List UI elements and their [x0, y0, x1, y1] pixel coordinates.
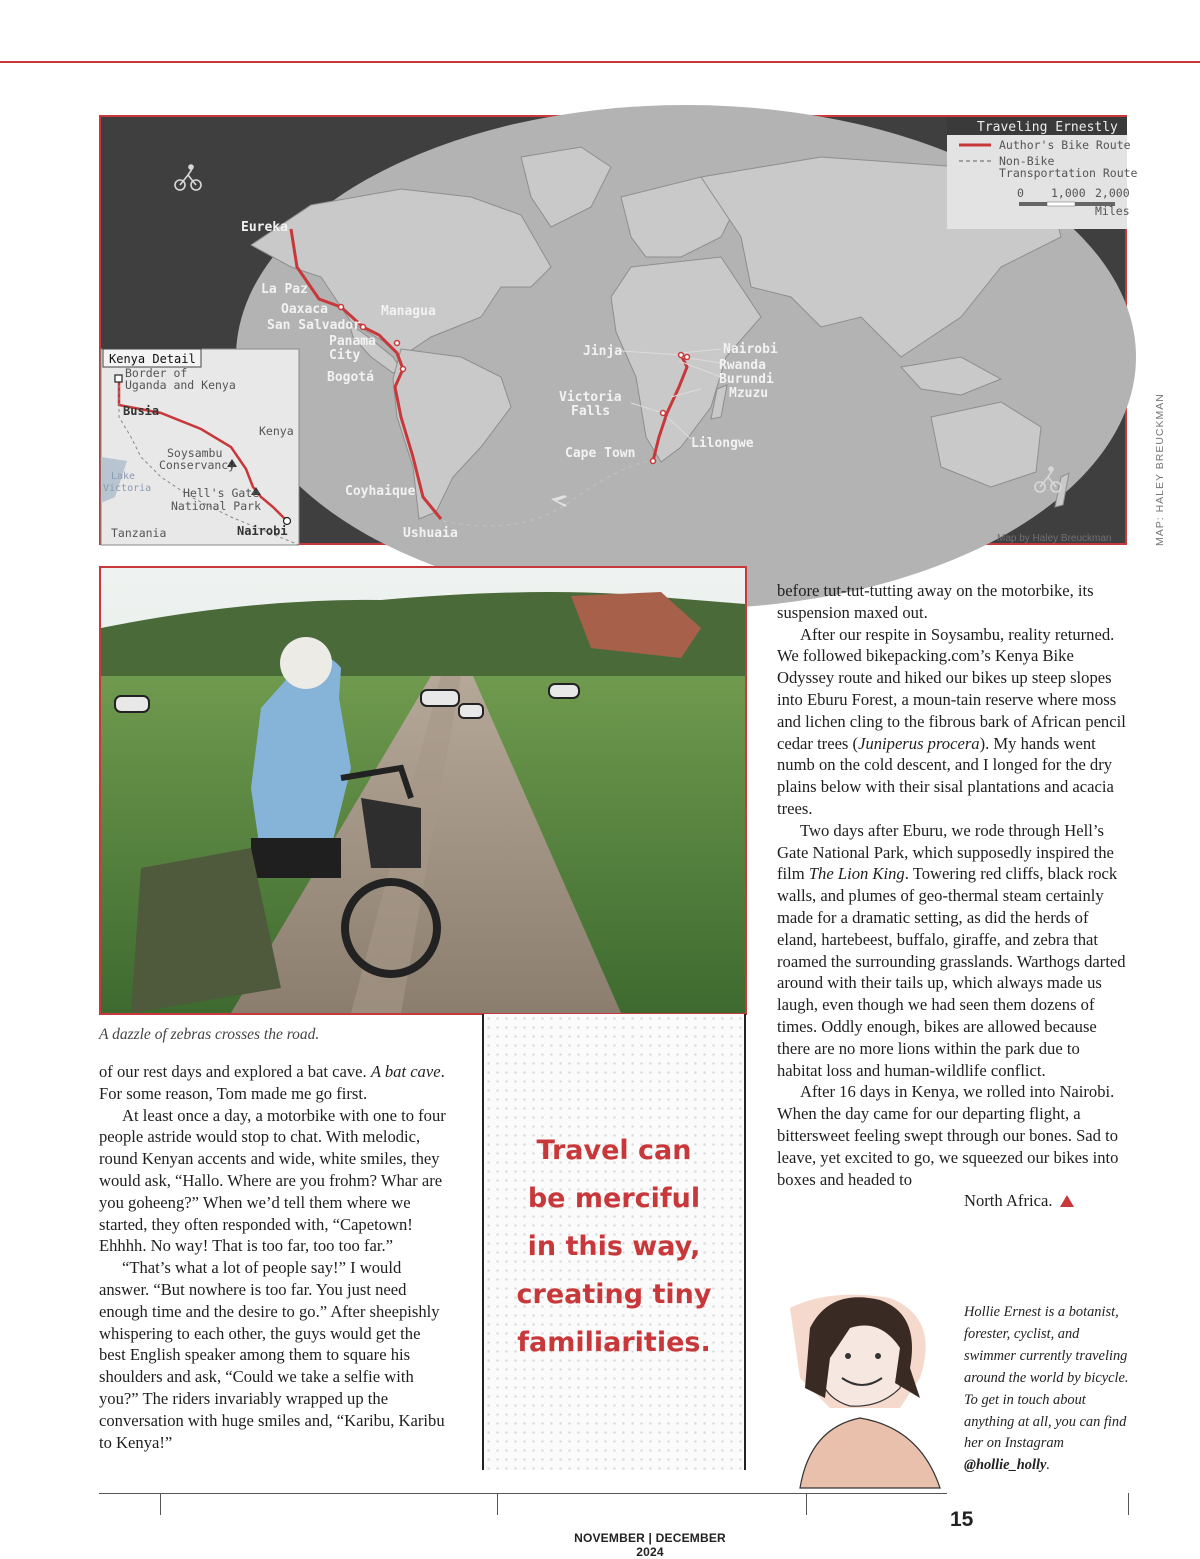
- footer-tick: [806, 1493, 807, 1515]
- scale-1000: 1,000: [1051, 186, 1086, 200]
- map-label-la-paz: La Paz: [261, 282, 308, 297]
- map-label-bogota: Bogotá: [327, 370, 374, 385]
- map-credit: MAP: HALEY BREUCKMAN: [1154, 393, 1166, 546]
- scale-unit: Miles: [1095, 204, 1130, 218]
- map-label-cape-town: Cape Town: [565, 446, 636, 461]
- right-paragraph-2: After our respite in Soysambu, reality returned. We followed bikepacking.com’s Kenya Bike Odyssey route and hiked our bikes up steep slopes into Eburu Forest, a moun-tain reserve where moss and lichen cling to the fibrous bark of African pencil cedar trees (Juniperus procera). My hands went numb on the cold descent, and I longed for the dry plains below with their sisal plantations and acacia trees.: [777, 624, 1126, 818]
- footer-tick: [160, 1493, 161, 1515]
- inset-border-1: Border of: [125, 366, 188, 380]
- footer-tick: [1128, 1493, 1129, 1515]
- right-paragraph-4-end: North Africa.: [777, 1190, 1129, 1212]
- legend-nonbike-2: Transportation Route: [999, 166, 1138, 180]
- pull-quote-line: creating tiny: [516, 1279, 712, 1310]
- footer-rule: [99, 1493, 947, 1494]
- map-watermark: Map by Haley Breuckman: [997, 533, 1112, 544]
- map-label-lilongwe: Lilongwe: [691, 436, 754, 451]
- inset-soysambu-2: Conservancy: [159, 458, 236, 472]
- inset-tanzania: Tanzania: [111, 526, 167, 540]
- map-label-panama-1: Panama: [329, 334, 376, 349]
- world-route-map: [99, 115, 1138, 545]
- zebra-road-photo: [99, 566, 747, 1015]
- inset-busia: Busia: [123, 404, 160, 418]
- pull-quote-line: familiarities.: [517, 1327, 711, 1358]
- map-label-oaxaca: Oaxaca: [281, 302, 328, 317]
- pull-quote-line: be merciful: [527, 1183, 701, 1214]
- right-paragraph-3: Two days after Eburu, we rode through Hell’s Gate National Park, which supposedly inspired the film The Lion King. Towering red cliffs, black rock walls, and plumes of geo-thermal steam certainly made for a dramatic setting, as did the herds of eland, hartebeest, buffalo, giraffe, and zebra that roamed the surrounding grasslands. Warthogs darted around with their tails up, which always made us laugh, even though we had seen them dozens of times. Oddly enough, bikes are allowed because there are no more lions within the park due to habitat loss and human-wildlife conflict.: [777, 820, 1126, 1080]
- map-label-eureka: Eureka: [241, 220, 288, 235]
- map-label-coyhaique: Coyhaique: [345, 484, 416, 499]
- pull-quote-line: in this way,: [527, 1231, 701, 1262]
- map-label-san-salvador: San Salvador: [267, 318, 361, 333]
- end-mark-icon: [1060, 1195, 1074, 1207]
- right-column: [777, 580, 1129, 1212]
- author-portrait: [770, 1288, 958, 1488]
- map-legend: [947, 117, 1138, 229]
- pull-quote: [486, 1127, 742, 1367]
- map-label-rwanda: Rwanda: [719, 358, 766, 373]
- top-rule: [0, 61, 1200, 63]
- inset-lake-1: Lake: [111, 471, 136, 482]
- map-label-jinja: Jinja: [583, 344, 623, 359]
- legend-nonbike-1: Non-Bike: [999, 154, 1055, 168]
- pull-quote-line: Travel can: [536, 1135, 692, 1166]
- inset-hells-gate-1: Hell's Gate: [183, 486, 260, 500]
- map-label-panama-2: City: [329, 348, 361, 363]
- left-paragraph-3: “That’s what a lot of people say!” I would answer. “But nowhere is too far. You just need enough time and the desire to go.” After sheepishly whispering to each other, the guys would get the best English speaker among them to square his shoulders and ask, “Could we take a selfie with you?” The riders invariably wrapped up the conversation with huge smiles and, “Karibu, Karibu to Kenya!”: [99, 1258, 445, 1452]
- scale-0: 0: [1017, 186, 1024, 200]
- right-paragraph-1: before tut-tut-tutting away on the motorbike, its suspension maxed out.: [777, 581, 1094, 622]
- map-label-victoria-falls-2: Falls: [571, 404, 611, 419]
- left-paragraph-2: At least once a day, a motorbike with one to four people astride would stop to chat. With melodic, round Kenyan accents and wide, white smiles, they would ask, “Hallo. Where are you frohm? Whar are you goheeng?” When we’d tell them where we started, they often responded with, “Capetown! Ehhhh. No way! That is too far, too too far.”: [99, 1105, 446, 1256]
- photo-caption: A dazzle of zebras crosses the road.: [99, 1026, 320, 1043]
- legend-title: Traveling Ernestly: [977, 120, 1118, 135]
- map-label-nairobi: Nairobi: [723, 342, 778, 357]
- issue-date: NOVEMBER | DECEMBER 2024: [574, 1531, 726, 1559]
- page-number: 15: [950, 1508, 974, 1531]
- map-label-mzuzu: Mzuzu: [729, 386, 769, 401]
- footer-tick: [497, 1493, 498, 1515]
- inset-kenya: Kenya: [259, 424, 294, 438]
- left-column: [99, 1061, 449, 1453]
- scale-2000: 2,000: [1095, 186, 1130, 200]
- map-label-burundi: Burundi: [719, 372, 774, 387]
- author-bio: Hollie Ernest is a botanist, forester, cyclist, and swimmer currently traveling around the world by bicycle. To get in touch about anything at all, you can find her on Instagram @hollie_holly.: [964, 1304, 1129, 1474]
- map-label-victoria-falls-1: Victoria: [559, 390, 622, 405]
- inset-border-2: Uganda and Kenya: [125, 378, 236, 392]
- map-label-ushuaia: Ushuaia: [403, 526, 458, 541]
- kenya-detail-inset: [101, 349, 299, 545]
- inset-nairobi: Nairobi: [237, 524, 288, 538]
- right-paragraph-4: After 16 days in Kenya, we rolled into Nairobi. When the day came for our departing flight, a bittersweet feeling swept through our bones. Sad to leave, yet excited to go, we squeezed our bikes into boxes and headed to: [777, 1082, 1119, 1189]
- inset-hells-gate-2: National Park: [171, 499, 262, 513]
- inset-soysambu-1: Soysambu: [167, 446, 223, 460]
- inset-lake-2: Victoria: [103, 483, 152, 494]
- inset-title: Kenya Detail: [109, 352, 196, 366]
- map-label-managua: Managua: [381, 304, 436, 319]
- cyclist-icon: [175, 165, 201, 190]
- legend-route: Author's Bike Route: [999, 138, 1131, 152]
- left-paragraph-1: of our rest days and explored a bat cave. A bat cave. For some reason, Tom made me go first.: [99, 1062, 445, 1103]
- instagram-handle: @hollie_holly: [964, 1457, 1047, 1474]
